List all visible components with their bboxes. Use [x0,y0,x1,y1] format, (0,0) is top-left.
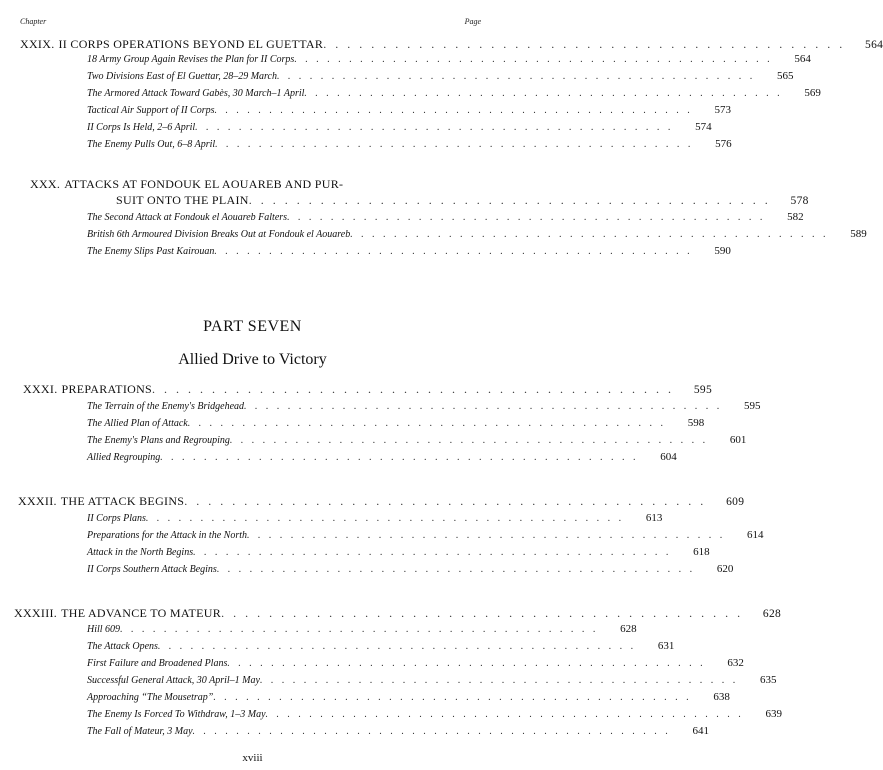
section-page: 604 [660,451,677,463]
section-page: 589 [850,228,867,240]
chapter-title: THE ADVANCE TO MATEUR [61,606,222,620]
section-page: 573 [714,104,732,116]
section-title: Approaching “The Mousetrap” [87,692,214,703]
section-page: 632 [727,657,744,669]
section-title: The Second Attack at Fondouk el Aouareb Falters [87,212,288,223]
chapter-page: 609 [726,496,745,508]
dot-leader: . . . . . . . . . . . . . . . . . . . . . . . . . . . . . . . . . . . . . . . . . . . . [157,641,637,652]
dot-leader: . . . . . . . . . . . . . . . . . . . . . . . . . . . . . . . . . . . . . . . . . . . . [216,564,696,575]
section-title: Hill 609 [87,624,121,635]
section-title: British 6th Armoured Division Breaks Out at Fondouk el Aouareb [87,229,351,240]
chapter-entry [18,494,745,509]
page-folio: xviii [242,752,263,764]
section-entry [87,434,747,446]
chapter-number: XXXIII. [14,606,58,620]
dot-leader: . . . . . . . . . . . . . . . . . . . . . . . . . . . . . . . . . . . . . . . . . . . . [277,71,756,82]
dot-leader: . . . . . . . . . . . . . . . . . . . . . . . . . . . . . . . . . . . . . . . . . . . . [248,193,771,207]
chapter-page: 578 [790,195,809,207]
section-title: Two Divisions East of El Guettar, 28–29 March [87,71,277,82]
section-title: 18 Army Group Again Revises the Plan for II Corps [87,54,295,65]
chapter-title-continued: SUIT ONTO THE PLAIN [116,193,249,207]
part-title: PART SEVEN [203,318,302,335]
section-title: Tactical Air Support of II Corps [87,105,215,116]
chapter-entry-continued [112,193,809,208]
section-page: 618 [693,546,710,558]
chapter-page: 564 [865,39,883,51]
section-page: 614 [747,529,764,541]
chapter-title: PREPARATIONS [61,382,153,396]
dot-leader: . . . . . . . . . . . . . . . . . . . . . . . . . . . . . . . . . . . . . . . . . . . . [350,229,829,240]
chapter-number: XXX. [30,177,61,191]
section-title: The Allied Plan of Attack [87,418,188,429]
section-title: Successful General Attack, 30 April–1 May [87,675,260,686]
section-entry [87,725,710,737]
section-entry [87,546,710,558]
section-entry [87,211,804,223]
dot-leader: . . . . . . . . . . . . . . . . . . . . . . . . . . . . . . . . . . . . . . . . . . . . [184,494,707,508]
section-entry [87,104,732,116]
dot-leader: . . . . . . . . . . . . . . . . . . . . . . . . . . . . . . . . . . . . . . . . . . . . [193,547,672,558]
section-page: 638 [713,691,730,703]
section-title: The Enemy Pulls Out, 6–8 April [87,139,216,150]
section-entry [87,708,783,720]
dot-leader: . . . . . . . . . . . . . . . . . . . . . . . . . . . . . . . . . . . . . . . . . . . . [160,452,639,463]
dot-leader: . . . . . . . . . . . . . . . . . . . . . . . . . . . . . . . . . . . . . . . . . . . . [304,88,783,99]
chapter-title: ATTACKS AT FONDOUK EL AOUAREB AND PUR- [64,177,344,191]
section-entry [87,400,761,412]
section-page: 613 [645,512,663,524]
chapter-entry [23,382,713,397]
section-entry [87,451,677,463]
chapter-number: XXIX. [20,37,55,51]
section-entry [87,138,732,150]
dot-leader: . . . . . . . . . . . . . . . . . . . . . . . . . . . . . . . . . . . . . . . . . . . . [187,418,667,429]
chapter-entry [30,177,481,192]
dot-leader: . . . . . . . . . . . . . . . . . . . . . . . . . . . . . . . . . . . . . . . . . . . . [259,675,739,686]
dot-leader: . . . . . . . . . . . . . . . . . . . . . . . . . . . . . . . . . . . . . . . . . . . . [229,435,709,446]
section-page: 639 [765,708,783,720]
section-page: 574 [695,121,712,133]
section-title: The Enemy Is Forced To Withdraw, 1–3 May [87,709,266,720]
section-entry [87,623,637,635]
section-page: 598 [687,417,705,429]
section-page: 569 [804,87,821,99]
chapter-entry [20,37,883,52]
section-title: Preparations for the Attack in the North [87,530,247,541]
section-title: II Corps Plans [87,513,146,524]
section-title: II Corps Is Held, 2–6 April [87,122,196,133]
chapter-page: 595 [693,384,713,396]
section-title: The Enemy Slips Past Kairouan [87,246,215,257]
section-page: 564 [794,53,811,65]
section-entry [87,121,712,133]
dot-leader: . . . . . . . . . . . . . . . . . . . . . . . . . . . . . . . . . . . . . . . . . . . . [145,513,625,524]
section-page: 601 [729,434,747,446]
section-entry [87,228,867,240]
section-title: The Fall of Mateur, 3 May [87,726,193,737]
section-entry [87,417,705,429]
section-page: 565 [777,70,794,82]
dot-leader: . . . . . . . . . . . . . . . . . . . . . . . . . . . . . . . . . . . . . . . . . . . . [120,624,599,635]
section-entry [87,512,663,524]
section-title: Attack in the North Begins [87,547,194,558]
section-page: 582 [787,211,804,223]
section-entry [87,691,730,703]
section-page: 595 [744,400,761,412]
section-title: First Failure and Broadened Plans [87,658,228,669]
section-entry [87,563,734,575]
page-column-label: Page [464,17,481,26]
section-entry [87,529,764,541]
section-title: Allied Regrouping [87,452,161,463]
dot-leader: . . . . . . . . . . . . . . . . . . . . . . . . . . . . . . . . . . . . . . . . . . . . [244,401,723,412]
section-entry [87,640,675,652]
chapter-entry [14,606,782,621]
section-title: The Attack Opens [87,641,158,652]
chapter-title: II CORPS OPERATIONS BEYOND EL GUETTAR [58,37,324,51]
dot-leader: . . . . . . . . . . . . . . . . . . . . . . . . . . . . . . . . . . . . . . . . . . . . [265,709,745,720]
section-title: II Corps Southern Attack Begins [87,564,217,575]
part-subtitle: Allied Drive to Victory [178,351,327,368]
section-entry [87,674,777,686]
section-entry [87,70,794,82]
section-page: 631 [657,640,675,652]
dot-leader: . . . . . . . . . . . . . . . . . . . . . . . . . . . . . . . . . . . . . . . . . . . . [214,105,694,116]
section-title: The Terrain of the Enemy's Bridgehead [87,401,245,412]
section-entry [87,245,731,257]
chapter-number: XXXII. [18,494,57,508]
dot-leader: . . . . . . . . . . . . . . . . . . . . . . . . . . . . . . . . . . . . . . . . . . . . [215,139,694,150]
chapter-page: 628 [762,608,782,620]
dot-leader: . . . . . . . . . . . . . . . . . . . . . . . . . . . . . . . . . . . . . . . . . . . . [192,726,672,737]
section-title: The Armored Attack Toward Gabès, 30 March–1 April [87,88,305,99]
dot-leader: . . . . . . . . . . . . . . . . . . . . . . . . . . . . . . . . . . . . . . . . . . . . [247,530,726,541]
section-entry [87,657,744,669]
chapter-title: THE ATTACK BEGINS [60,494,185,508]
dot-leader: . . . . . . . . . . . . . . . . . . . . . . . . . . . . . . . . . . . . . . . . . . . . [195,122,674,133]
section-entry [87,53,811,65]
dot-leader: . . . . . . . . . . . . . . . . . . . . . . . . . . . . . . . . . . . . . . . . . . . . [323,37,846,51]
section-page: 641 [692,725,710,737]
section-page: 620 [716,563,734,575]
section-page: 628 [620,623,637,635]
section-page: 635 [759,674,777,686]
dot-leader: . . . . . . . . . . . . . . . . . . . . . . . . . . . . . . . . . . . . . . . . . . . . [287,212,766,223]
section-title: The Enemy's Plans and Regrouping [87,435,230,446]
chapter-number: XXXI. [23,382,58,396]
chapter-column-label: Chapter [20,17,47,26]
dot-leader: . . . . . . . . . . . . . . . . . . . . . . . . . . . . . . . . . . . . . . . . . . . . [213,692,692,703]
dot-leader: . . . . . . . . . . . . . . . . . . . . . . . . . . . . . . . . . . . . . . . . . . . . [152,382,675,396]
dot-leader: . . . . . . . . . . . . . . . . . . . . . . . . . . . . . . . . . . . . . . . . . . . . [214,246,693,257]
section-entry [87,87,821,99]
dot-leader: . . . . . . . . . . . . . . . . . . . . . . . . . . . . . . . . . . . . . . . . . . . . [221,606,744,620]
dot-leader: . . . . . . . . . . . . . . . . . . . . . . . . . . . . . . . . . . . . . . . . . . . . [227,658,706,669]
dot-leader: . . . . . . . . . . . . . . . . . . . . . . . . . . . . . . . . . . . . . . . . . . . . [294,54,773,65]
section-page: 576 [715,138,732,150]
section-page: 590 [714,245,731,257]
